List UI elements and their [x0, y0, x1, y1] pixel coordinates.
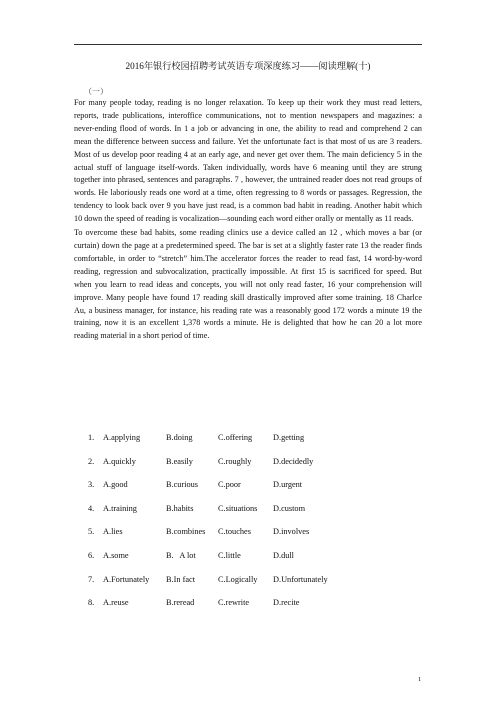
- choice-b: B.curious: [166, 480, 199, 490]
- question-number: 4.: [88, 503, 95, 513]
- option-row-5: [88, 527, 408, 551]
- question-number: 2.: [88, 456, 95, 466]
- choice-a: A.Fortunately: [103, 574, 150, 584]
- question-number: 3.: [88, 480, 95, 490]
- option-row-7: [88, 575, 408, 599]
- choice-c: C.poor: [218, 480, 241, 490]
- choice-d: D.recite: [273, 598, 300, 608]
- choice-c: C.roughly: [218, 456, 252, 466]
- choice-a: A.some: [103, 550, 129, 560]
- option-row-8: [88, 598, 408, 622]
- choice-b: B.doing: [166, 433, 193, 442]
- choice-b: B.combines: [166, 527, 206, 537]
- choice-d: D.getting: [273, 433, 305, 442]
- choice-b: B.reread: [166, 598, 195, 608]
- header-rule: [74, 44, 422, 45]
- choice-d: D.decidedly: [273, 456, 314, 466]
- question-number: 5.: [88, 527, 95, 537]
- section-mark: （一）: [84, 87, 108, 96]
- question-number: 8.: [88, 598, 95, 608]
- choice-a: A.lies: [103, 527, 123, 537]
- question-number: 7.: [88, 574, 95, 584]
- option-row-6: [88, 551, 408, 575]
- document-title: 2016年银行校园招聘考试英语专项深度练习——阅读理解(十): [125, 61, 371, 71]
- option-row-3: [88, 480, 408, 504]
- choice-c: C.rewrite: [218, 598, 250, 608]
- choice-c: C.situations: [218, 503, 258, 513]
- passage-paragraph-1: For many people today, reading is no longer relaxation. To keep up their work they must read letters, reports, trade publications, interoffice communications, not to mention newspapers and magazines: a never-ending flood of words. In 1 a job or advancing in one, the ability to read and comprehend 2 can mean the difference between success and failure. Yet the unfortunate fact is that most of us are 3 readers. Most of us develop poor reading 4 at an early age, and never get over them. The main deficiency 5 in the actual stuff of language itself-words. Taken individually, words have 6 meaning until they are strung together into phrased, sentences and paragraphs. 7 , however, the untrained reader does not read groups of words. He laboriously reads one word at a time, often regressing to 8 words or passages. Regression, the tendency to look back over 9 you have just read, is a common bad habit in reading. Another habit which 10 down the speed of reading is vocalization—sounding each word either orally or mentally as 11 reads.: [74, 98, 422, 224]
- option-row-2: [88, 457, 408, 481]
- passage-paragraph-2: To overcome these bad habits, some reading clinics use a device called an 12 , which moves a bar (or curtain) down the page at a predetermined speed. The bar is set at a slightly faster rate 13 the reader finds comfortable, in order to “stretch” him.The accelerator forces the reader to read fast, 14 word-by-word reading, regression and subvocalization, practically impossible. At first 15 is sacrificed for speed. But when you learn to read ideas and concepts, you will not only read faster, 16 your comprehension will improve. Many people have found 17 reading skill drastically improved after some training. 18 Charlce Au, a business manager, for instance, his reading rate was a reasonably good 172 words a minute 19 the training, now it is an excellent 1,378 words a minute. He is delighted that how he can 20 a lot more reading material in a short period of time.: [74, 228, 422, 341]
- choice-c: C.little: [218, 550, 241, 560]
- option-row-4: [88, 504, 408, 528]
- choice-b: B.easily: [166, 456, 193, 466]
- question-number: 6.: [88, 550, 95, 560]
- choice-d: D.Unfortunately: [273, 574, 328, 584]
- choice-a: A.quickly: [103, 456, 136, 466]
- choice-d: D.urgent: [273, 480, 303, 490]
- choice-d: D.dull: [273, 550, 294, 560]
- question-number: 1.: [88, 433, 95, 442]
- choice-b: B.In fact: [166, 574, 196, 584]
- passage: [74, 97, 422, 343]
- choice-d: D.custom: [273, 503, 306, 513]
- choice-b: B.habits: [166, 503, 194, 513]
- choice-b: B. A lot: [166, 550, 196, 560]
- choice-a: A.training: [103, 503, 137, 513]
- option-row-1: [88, 433, 408, 457]
- choice-c: C.offering: [218, 433, 253, 442]
- page-number: 1: [418, 676, 422, 683]
- answer-options: [88, 433, 408, 622]
- choice-a: A.good: [103, 480, 128, 490]
- choice-a: A.applying: [103, 433, 141, 442]
- choice-a: A.reuse: [103, 598, 129, 608]
- choice-d: D.involves: [273, 527, 310, 537]
- choice-c: C.touches: [218, 527, 251, 537]
- choice-c: C.Logically: [218, 574, 258, 584]
